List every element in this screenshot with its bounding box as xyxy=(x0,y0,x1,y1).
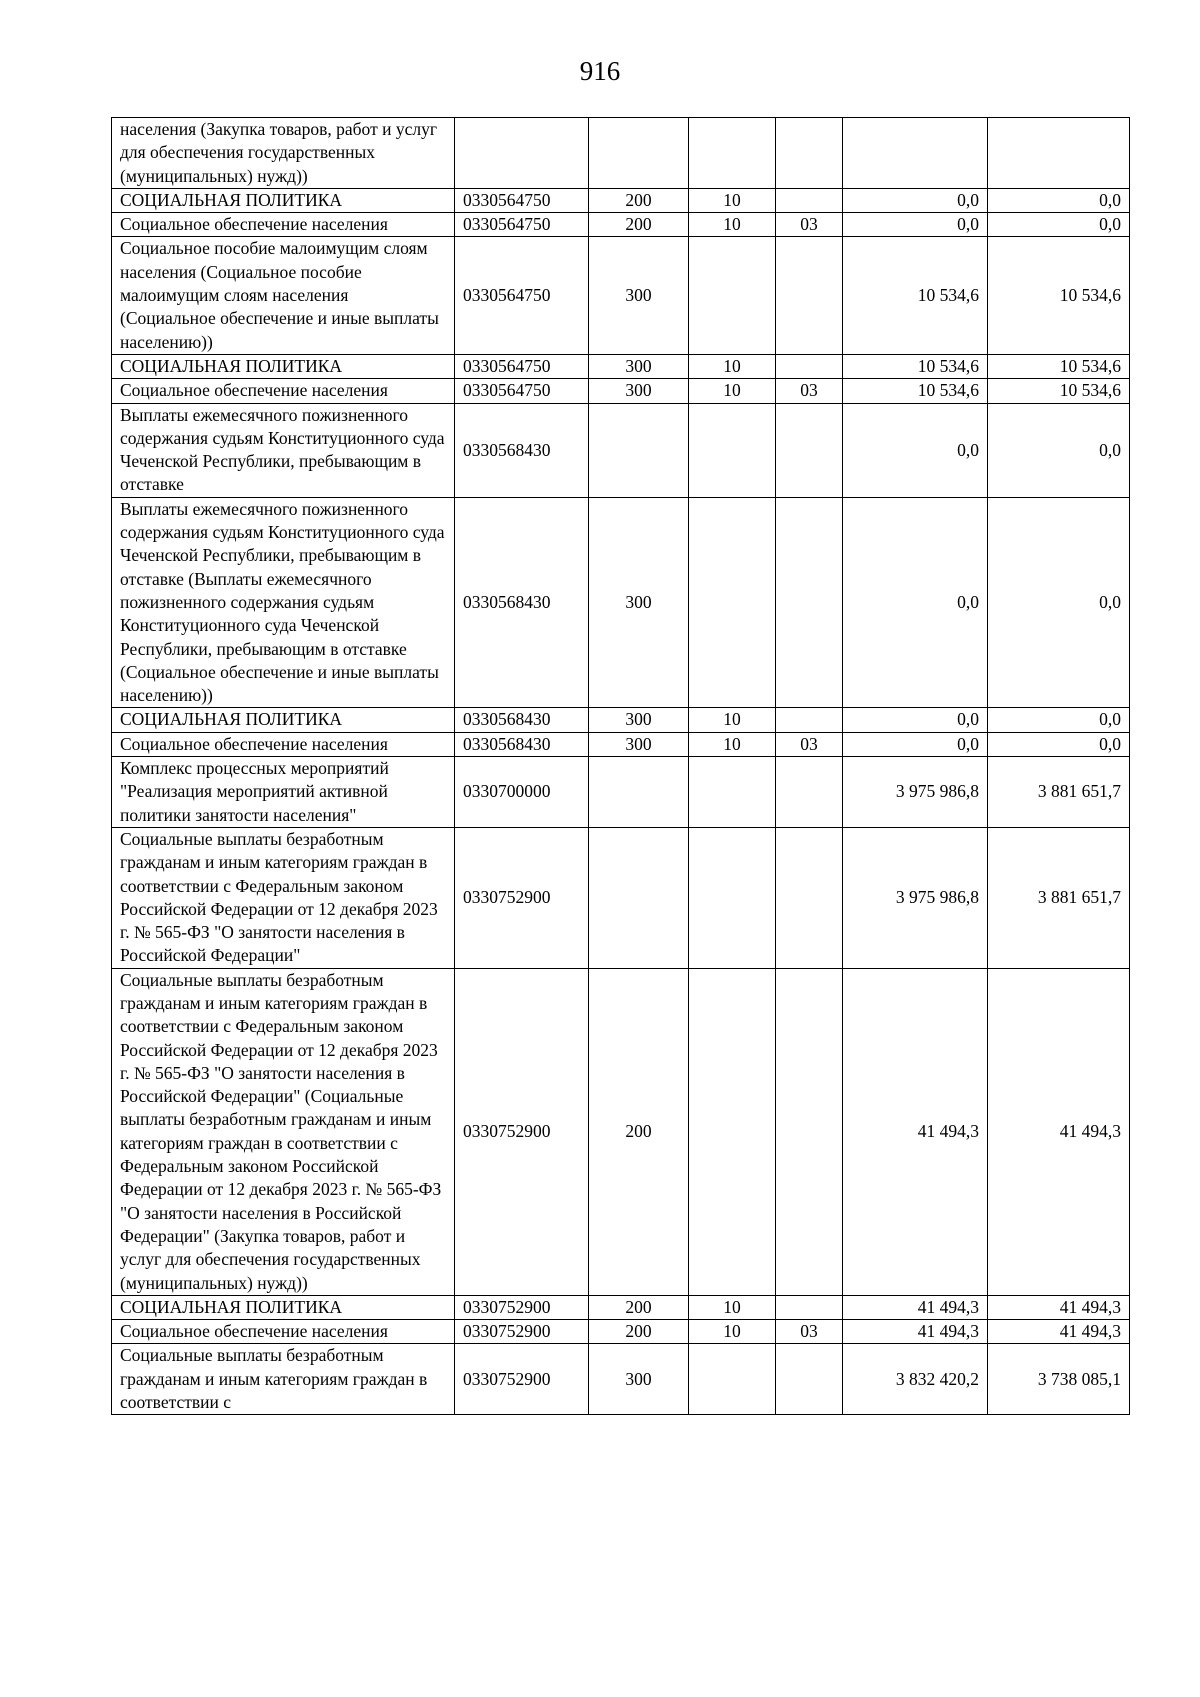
row-vr: 300 xyxy=(589,732,689,756)
row-sum-2: 41 494,3 xyxy=(988,1320,1130,1344)
row-sum-2: 10 534,6 xyxy=(988,354,1130,378)
row-vr xyxy=(589,403,689,497)
row-pr xyxy=(776,757,843,828)
row-rz xyxy=(689,757,776,828)
row-pr xyxy=(776,1344,843,1415)
row-sum-2: 0,0 xyxy=(988,188,1130,212)
row-vr: 300 xyxy=(589,237,689,354)
row-rz xyxy=(689,497,776,708)
table-row xyxy=(112,497,1130,708)
row-name: Комплекс процессных мероприятий "Реализация мероприятий активной политики занятости населения" xyxy=(112,757,455,828)
row-name: СОЦИАЛЬНАЯ ПОЛИТИКА xyxy=(112,1295,455,1319)
row-pr xyxy=(776,1295,843,1319)
table-row xyxy=(112,1295,1130,1319)
row-sum-2: 10 534,6 xyxy=(988,379,1130,403)
row-vr: 200 xyxy=(589,213,689,237)
row-sum-2: 0,0 xyxy=(988,708,1130,732)
row-sum-2: 0,0 xyxy=(988,732,1130,756)
row-pr xyxy=(776,827,843,968)
row-vr: 200 xyxy=(589,1295,689,1319)
row-pr xyxy=(776,403,843,497)
row-sum-2: 41 494,3 xyxy=(988,968,1130,1295)
row-csr: 0330564750 xyxy=(455,213,589,237)
row-name: Социальные выплаты безработным гражданам и иным категориям граждан в соответствии с Федеральным законом Российской Федерации от 12 декабря 2023 г. № 565-ФЗ "О занятости населения в Российской Федерации" (Социальные выплаты безработным гражданам и иным категориям граждан в соответствии с Федеральным законом Российской Федерации от 12 декабря 2023 г. № 565-ФЗ "О занятости населения в Российской Федерации" (Закупка товаров, работ и услуг для обеспечения государственных (муниципальных) нужд)) xyxy=(112,968,455,1295)
row-vr: 200 xyxy=(589,188,689,212)
row-rz: 10 xyxy=(689,708,776,732)
row-csr: 0330564750 xyxy=(455,354,589,378)
row-vr: 200 xyxy=(589,968,689,1295)
row-sum-1: 0,0 xyxy=(843,403,988,497)
row-pr: 03 xyxy=(776,213,843,237)
row-sum-1: 0,0 xyxy=(843,497,988,708)
row-sum-1: 10 534,6 xyxy=(843,354,988,378)
row-rz: 10 xyxy=(689,354,776,378)
table-row xyxy=(112,708,1130,732)
row-name: СОЦИАЛЬНАЯ ПОЛИТИКА xyxy=(112,354,455,378)
row-sum-1 xyxy=(843,118,988,189)
table-row xyxy=(112,188,1130,212)
table-row xyxy=(112,403,1130,497)
row-sum-2: 0,0 xyxy=(988,497,1130,708)
row-csr: 0330752900 xyxy=(455,1295,589,1319)
table-row xyxy=(112,354,1130,378)
row-csr: 0330568430 xyxy=(455,708,589,732)
row-rz xyxy=(689,403,776,497)
row-sum-1: 10 534,6 xyxy=(843,379,988,403)
row-pr xyxy=(776,118,843,189)
row-pr xyxy=(776,354,843,378)
row-sum-2: 41 494,3 xyxy=(988,1295,1130,1319)
row-rz: 10 xyxy=(689,1320,776,1344)
row-sum-1: 3 975 986,8 xyxy=(843,757,988,828)
row-sum-2: 3 738 085,1 xyxy=(988,1344,1130,1415)
table-row xyxy=(112,1344,1130,1415)
row-pr: 03 xyxy=(776,379,843,403)
row-csr: 0330752900 xyxy=(455,968,589,1295)
row-vr xyxy=(589,118,689,189)
row-name: Выплаты ежемесячного пожизненного содержания судьям Конституционного суда Чеченской Республики, пребывающим в отставке xyxy=(112,403,455,497)
row-rz: 10 xyxy=(689,213,776,237)
row-csr: 0330564750 xyxy=(455,188,589,212)
row-name: населения (Закупка товаров, работ и услуг для обеспечения государственных (муниципальных) нужд)) xyxy=(112,118,455,189)
row-pr xyxy=(776,968,843,1295)
budget-table xyxy=(111,117,1130,1415)
row-sum-2: 0,0 xyxy=(988,403,1130,497)
row-name: Социальное обеспечение населения xyxy=(112,1320,455,1344)
row-pr xyxy=(776,497,843,708)
row-rz: 10 xyxy=(689,1295,776,1319)
row-vr: 300 xyxy=(589,497,689,708)
row-rz: 10 xyxy=(689,188,776,212)
row-sum-2: 0,0 xyxy=(988,213,1130,237)
row-sum-1: 0,0 xyxy=(843,213,988,237)
table-row xyxy=(112,1320,1130,1344)
row-name: Социальное пособие малоимущим слоям населения (Социальное пособие малоимущим слоям населения (Социальное обеспечение и иные выплаты населению)) xyxy=(112,237,455,354)
row-name: СОЦИАЛЬНАЯ ПОЛИТИКА xyxy=(112,708,455,732)
row-csr: 0330752900 xyxy=(455,827,589,968)
row-csr: 0330700000 xyxy=(455,757,589,828)
row-csr: 0330564750 xyxy=(455,379,589,403)
table-row xyxy=(112,118,1130,189)
row-name: СОЦИАЛЬНАЯ ПОЛИТИКА xyxy=(112,188,455,212)
row-name: Социальное обеспечение населения xyxy=(112,379,455,403)
table-row xyxy=(112,379,1130,403)
row-name: Социальные выплаты безработным гражданам и иным категориям граждан в соответствии с Федеральным законом Российской Федерации от 12 декабря 2023 г. № 565-ФЗ "О занятости населения в Российской Федерации" xyxy=(112,827,455,968)
table-row xyxy=(112,237,1130,354)
row-pr xyxy=(776,708,843,732)
row-name: Социальное обеспечение населения xyxy=(112,213,455,237)
row-pr xyxy=(776,237,843,354)
row-sum-1: 3 832 420,2 xyxy=(843,1344,988,1415)
table-row xyxy=(112,757,1130,828)
row-csr: 0330568430 xyxy=(455,497,589,708)
row-name: Социальное обеспечение населения xyxy=(112,732,455,756)
row-sum-1: 0,0 xyxy=(843,188,988,212)
row-sum-1: 3 975 986,8 xyxy=(843,827,988,968)
row-sum-1: 41 494,3 xyxy=(843,968,988,1295)
row-vr xyxy=(589,827,689,968)
row-rz xyxy=(689,237,776,354)
row-vr xyxy=(589,757,689,828)
row-sum-2: 3 881 651,7 xyxy=(988,757,1130,828)
row-pr xyxy=(776,188,843,212)
row-csr: 0330564750 xyxy=(455,237,589,354)
row-sum-1: 0,0 xyxy=(843,708,988,732)
row-vr: 300 xyxy=(589,708,689,732)
row-csr: 0330568430 xyxy=(455,732,589,756)
row-rz: 10 xyxy=(689,379,776,403)
row-rz xyxy=(689,118,776,189)
row-name: Выплаты ежемесячного пожизненного содержания судьям Конституционного суда Чеченской Республики, пребывающим в отставке (Выплаты ежемесячного пожизненного содержания судьям Конституционного суда Чеченской Республики, пребывающим в отставке (Социальное обеспечение и иные выплаты населению)) xyxy=(112,497,455,708)
row-sum-1: 41 494,3 xyxy=(843,1320,988,1344)
table-row xyxy=(112,827,1130,968)
row-name: Социальные выплаты безработным гражданам и иным категориям граждан в соответствии с xyxy=(112,1344,455,1415)
row-sum-2: 3 881 651,7 xyxy=(988,827,1130,968)
row-vr: 200 xyxy=(589,1320,689,1344)
row-rz xyxy=(689,827,776,968)
table-row xyxy=(112,732,1130,756)
row-rz: 10 xyxy=(689,732,776,756)
row-sum-2: 10 534,6 xyxy=(988,237,1130,354)
row-vr: 300 xyxy=(589,1344,689,1415)
row-csr: 0330752900 xyxy=(455,1344,589,1415)
row-pr: 03 xyxy=(776,1320,843,1344)
row-csr: 0330568430 xyxy=(455,403,589,497)
row-rz xyxy=(689,1344,776,1415)
table-row xyxy=(112,213,1130,237)
row-vr: 300 xyxy=(589,379,689,403)
table-row xyxy=(112,968,1130,1295)
row-csr: 0330752900 xyxy=(455,1320,589,1344)
row-sum-1: 10 534,6 xyxy=(843,237,988,354)
row-csr xyxy=(455,118,589,189)
row-pr: 03 xyxy=(776,732,843,756)
row-sum-1: 41 494,3 xyxy=(843,1295,988,1319)
row-sum-1: 0,0 xyxy=(843,732,988,756)
page-number: 916 xyxy=(579,56,621,86)
row-vr: 300 xyxy=(589,354,689,378)
row-rz xyxy=(689,968,776,1295)
row-sum-2 xyxy=(988,118,1130,189)
